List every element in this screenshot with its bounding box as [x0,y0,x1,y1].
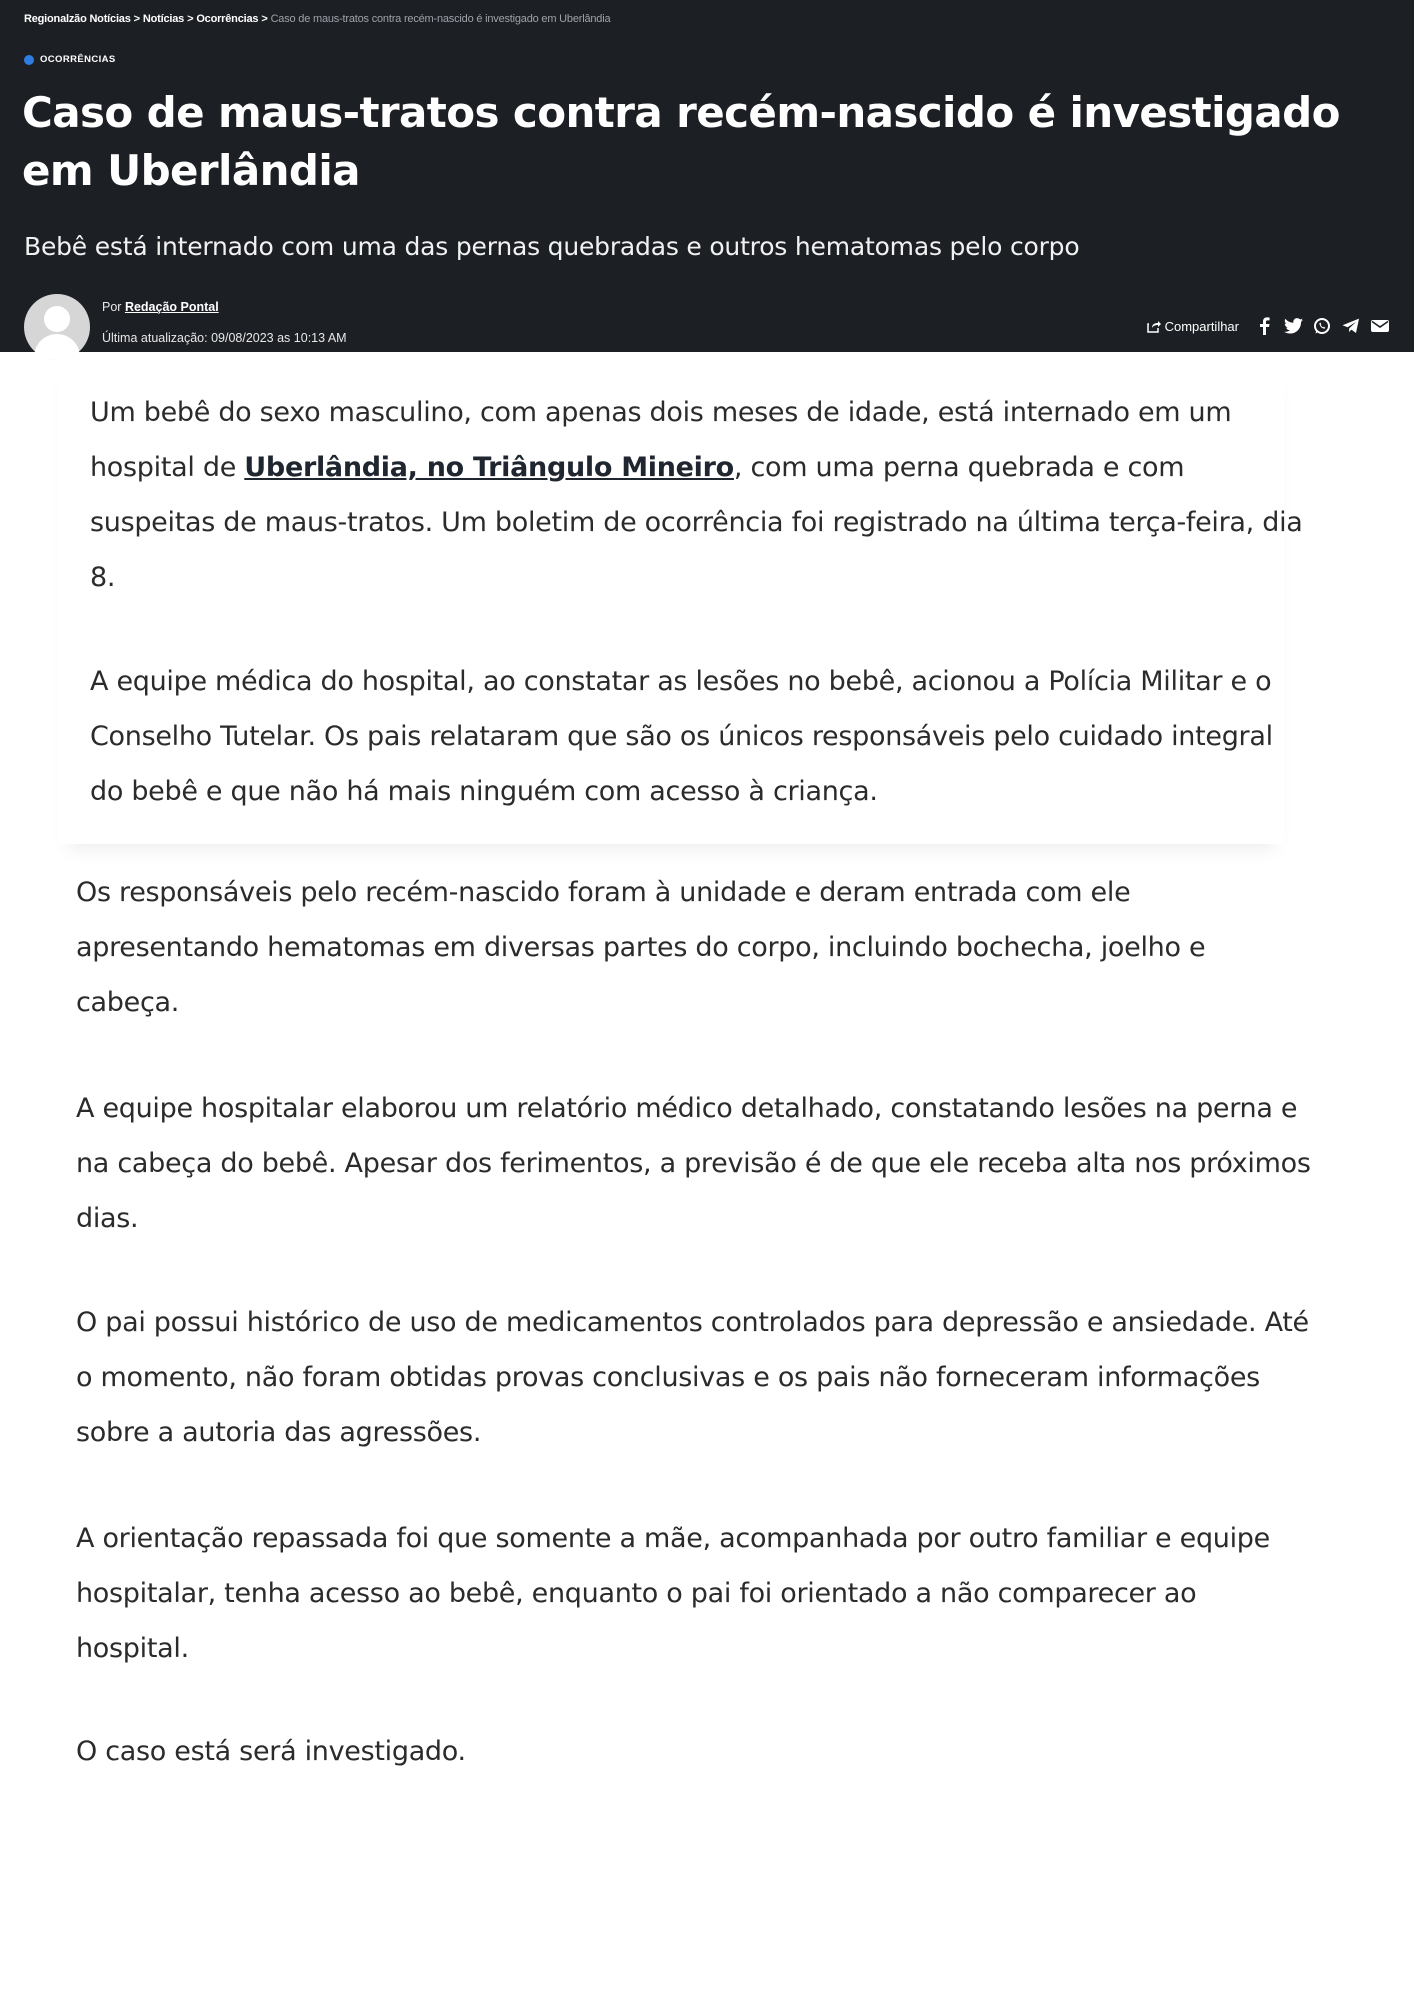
paragraph-1 [90,385,1310,605]
author-row [24,294,1390,352]
byline [102,300,219,314]
byline-prefix: Por [102,300,122,314]
twitter-icon[interactable] [1283,316,1303,336]
category-dot-icon [24,55,34,65]
breadcrumb-separator: > [133,13,140,25]
last-updated: Última atualização: 09/08/2023 as 10:13 AM [102,331,347,345]
article-title: Caso de maus-tratos contra recém-nascido é investigado em Uberlândia [22,88,1340,195]
share-button[interactable] [1147,319,1239,334]
whatsapp-icon[interactable] [1312,316,1332,336]
share-label: Compartilhar [1164,318,1239,334]
paragraph-1-text-before: Um bebê do sexo masculino, com apenas dois meses de idade, está internado em um hospital de [90,397,1232,483]
email-icon[interactable] [1370,316,1390,336]
avatar-head [44,306,70,332]
paragraph-6: A orientação repassada foi que somente a mãe, acompanhada por outro familiar e equipe hospitalar, tenha acesso ao bebê, enquanto o pai foi orientado a não comparecer ao hospital. [76,1523,1270,1664]
paragraph-2: A equipe médica do hospital, ao constatar as lesões no bebê, acionou a Polícia Militar e o Conselho Tutelar. Os pais relataram que são os únicos responsáveis pelo cuidado integral do bebê e que não há mais ninguém com acesso à criança. [90,666,1273,807]
breadcrumb-category-link[interactable]: Ocorrências [196,13,259,25]
paragraph-1-text-after: , com uma perna quebrada e com suspeitas de maus-tratos. Um boletim de ocorrência foi registrado na última terça-feira, dia 8. [90,452,1303,593]
author-link[interactable]: Redação Pontal [124,300,219,314]
category-label: OCORRÊNCIAS [40,54,116,65]
breadcrumb-current: Caso de maus-tratos contra recém-nascido é investigado em Uberlândia [270,13,611,25]
paragraph-4: A equipe hospitalar elaborou um relatório médico detalhado, constatando lesões na perna e na cabeça do bebê. Apesar dos ferimentos, a previsão é de que ele receba alta nos próximos dias. [76,1093,1311,1234]
paragraph-7: O caso está será investigado. [76,1736,466,1767]
avatar [24,294,90,360]
paragraph-5: O pai possui histórico de uso de medicamentos controlados para depressão e ansiedade. Até o momento, não foram obtidas provas conclusivas e os pais não forneceram informações sobre a autoria das agressões. [76,1307,1309,1448]
telegram-icon[interactable] [1341,316,1361,336]
facebook-icon[interactable] [1254,316,1274,336]
avatar-shoulders [34,334,80,360]
article-subtitle: Bebê está internado com uma das pernas quebradas e outros hematomas pelo corpo [24,232,1080,261]
article-header [0,0,1414,352]
breadcrumb-separator: > [187,13,194,25]
breadcrumb [24,13,610,25]
share-icon [1147,320,1161,333]
paragraph-3: Os responsáveis pelo recém-nascido foram à unidade e deram entrada com ele apresentando hematomas em diversas partes do corpo, incluindo bochecha, joelho e cabeça. [76,877,1206,1018]
share-bar [1147,316,1390,336]
breadcrumb-home-link[interactable]: Regionalzão Notícias [24,13,131,25]
breadcrumb-news-link[interactable]: Notícias [142,13,185,25]
category-tag[interactable] [24,54,116,65]
uberlandia-link[interactable]: Uberlândia, no Triângulo Mineiro [244,452,734,483]
breadcrumb-separator: > [261,13,268,25]
